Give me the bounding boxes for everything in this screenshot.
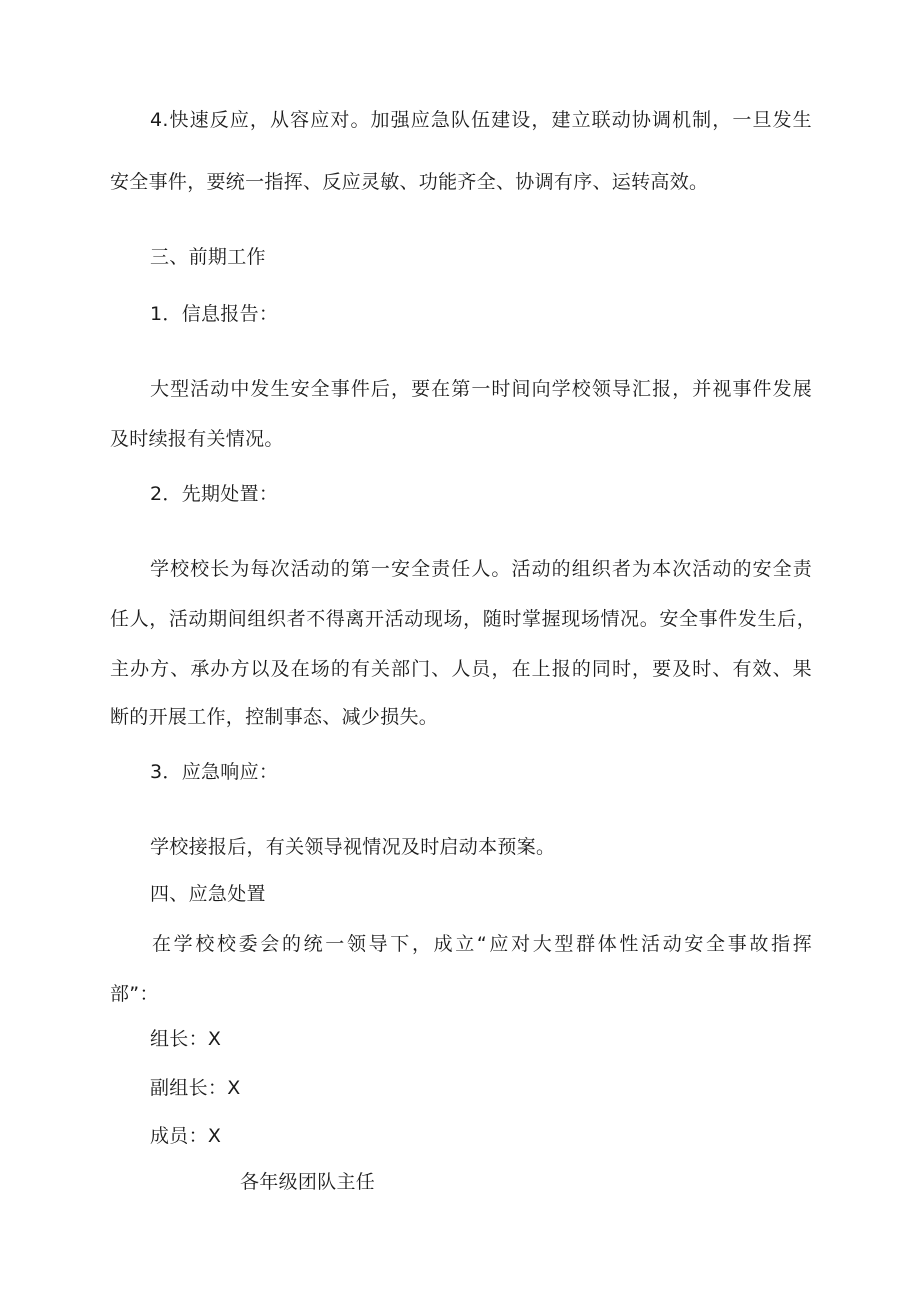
text-line: 大型活动中发生安全事件后，要在第一时间向学校领导汇报，并视事件发展 — [150, 378, 812, 400]
list-item: 各年级团队主任 — [240, 1171, 376, 1193]
text-line: 学校校长为每次活动的第一安全责任人。活动的组织者为本次活动的安全责 — [150, 558, 812, 580]
text-line: 在学校校委会的统一领导下，成立“应对大型群体性活动安全事故指挥 — [152, 933, 812, 955]
subsection-heading: 3．应急响应： — [150, 761, 279, 783]
text-line: 安全事件，要统一指挥、反应灵敏、功能齐全、协调有序、运转高效。 — [110, 171, 709, 193]
text-line: 4.快速反应，从容应对。加强应急队伍建设，建立联动协调机制，一旦发生 — [150, 109, 812, 131]
section-heading: 三、前期工作 — [150, 246, 266, 268]
text-line: 部”： — [110, 983, 159, 1005]
text-line: 学校接报后，有关领导视情况及时启动本预案。 — [150, 836, 556, 858]
text-line: 及时续报有关情况。 — [110, 428, 284, 450]
list-item: 副组长：X — [150, 1077, 241, 1099]
list-item: 成员：X — [150, 1125, 222, 1147]
section-heading: 四、应急处置 — [150, 883, 266, 905]
text-line: 主办方、承办方以及在场的有关部门、人员，在上报的同时，要及时、有效、果 — [110, 658, 812, 680]
subsection-heading: 2．先期处置： — [150, 483, 279, 505]
subsection-heading: 1．信息报告： — [150, 303, 279, 325]
text-line: 断的开展工作，控制事态、减少损失。 — [110, 706, 439, 728]
list-item: 组长：X — [150, 1028, 222, 1050]
text-line: 任人，活动期间组织者不得离开活动现场，随时掌握现场情况。安全事件发生后， — [110, 608, 816, 630]
